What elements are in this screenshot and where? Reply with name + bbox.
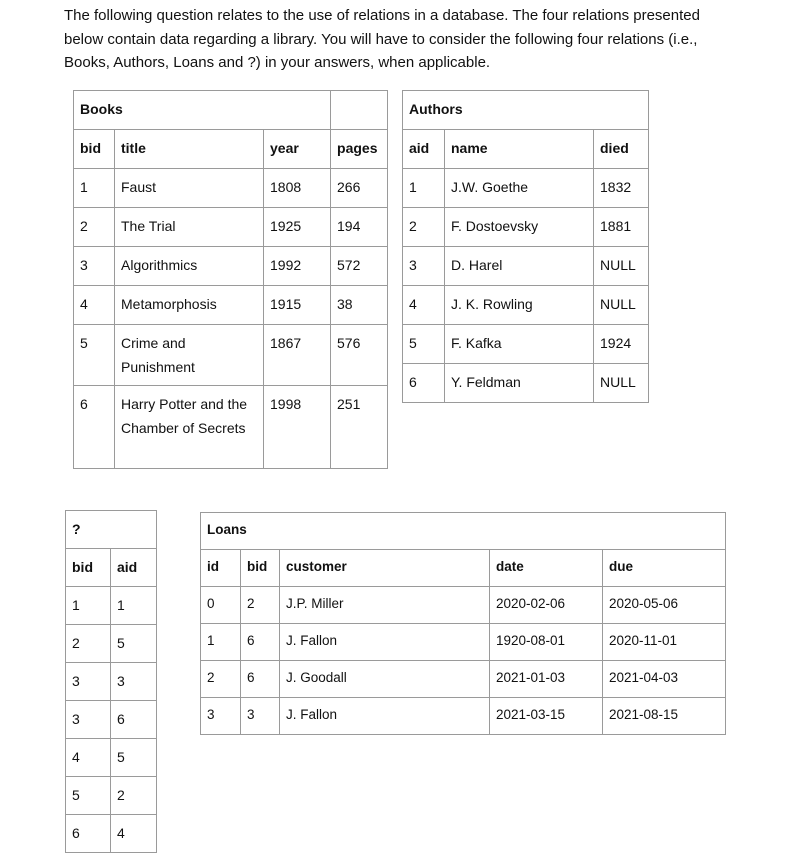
question-intro: The following question relates to the use of relations in a database. The four relations presented below contain data regarding a library. You will have to consider the following four relations (i.e., Books, Authors, Loans and ?) in your answers, when applicable. xyxy=(64,7,700,71)
authors-header-aid: aid xyxy=(403,130,445,169)
unknown-relation-title: ? xyxy=(66,511,157,549)
authors-cell-name: F. Kafka xyxy=(445,325,594,364)
relation-cell-aid: 4 xyxy=(111,815,157,853)
books-cell-bid: 2 xyxy=(74,208,115,247)
loans-cell-customer: J. Fallon xyxy=(280,698,490,735)
books-cell-year: 1915 xyxy=(264,286,331,325)
table-row xyxy=(403,208,649,247)
books-cell-pages: 576 xyxy=(331,325,388,386)
books-cell-pages: 194 xyxy=(331,208,388,247)
loans-cell-bid: 6 xyxy=(241,661,280,698)
loans-table xyxy=(200,512,726,735)
relation-cell-bid: 2 xyxy=(66,625,111,663)
books-cell-title: Algorithmics xyxy=(115,247,264,286)
books-cell-bid: 1 xyxy=(74,169,115,208)
loans-cell-due: 2021-04-03 xyxy=(603,661,726,698)
loans-cell-date: 1920-08-01 xyxy=(490,624,603,661)
table-row xyxy=(74,208,388,247)
table-row xyxy=(201,624,726,661)
relation-cell-aid: 2 xyxy=(111,777,157,815)
authors-cell-died: NULL xyxy=(594,286,649,325)
authors-cell-died: NULL xyxy=(594,247,649,286)
authors-cell-name: F. Dostoevsky xyxy=(445,208,594,247)
table-row xyxy=(66,815,157,853)
authors-cell-died: NULL xyxy=(594,364,649,403)
relation-cell-bid: 6 xyxy=(66,815,111,853)
relation-cell-bid: 3 xyxy=(66,701,111,739)
relation-cell-bid: 4 xyxy=(66,739,111,777)
table-row xyxy=(66,625,157,663)
loans-header-bid: bid xyxy=(241,550,280,587)
authors-table xyxy=(402,90,649,403)
loans-header-id: id xyxy=(201,550,241,587)
books-cell-bid: 4 xyxy=(74,286,115,325)
loans-cell-due: 2020-11-01 xyxy=(603,624,726,661)
relation-cell-aid: 3 xyxy=(111,663,157,701)
relation-cell-bid: 5 xyxy=(66,777,111,815)
relation-cell-aid: 6 xyxy=(111,701,157,739)
relation-cell-aid: 5 xyxy=(111,625,157,663)
books-cell-year: 1992 xyxy=(264,247,331,286)
loans-cell-date: 2020-02-06 xyxy=(490,587,603,624)
books-table-title: Books xyxy=(74,91,331,130)
unknown-relation-table xyxy=(65,510,157,853)
loans-cell-customer: J.P. Miller xyxy=(280,587,490,624)
books-cell-bid: 5 xyxy=(74,325,115,386)
loans-header-due: due xyxy=(603,550,726,587)
books-header-bid: bid xyxy=(74,130,115,169)
table-row xyxy=(403,325,649,364)
authors-cell-died: 1832 xyxy=(594,169,649,208)
loans-cell-bid: 2 xyxy=(241,587,280,624)
relation-cell-bid: 1 xyxy=(66,587,111,625)
authors-cell-name: Y. Feldman xyxy=(445,364,594,403)
books-header-title: title xyxy=(115,130,264,169)
books-cell-title: Metamorphosis xyxy=(115,286,264,325)
table-row xyxy=(74,169,388,208)
loans-cell-date: 2021-01-03 xyxy=(490,661,603,698)
table-row xyxy=(66,663,157,701)
authors-cell-aid: 4 xyxy=(403,286,445,325)
authors-cell-aid: 5 xyxy=(403,325,445,364)
books-cell-bid: 6 xyxy=(74,386,115,469)
authors-cell-died: 1924 xyxy=(594,325,649,364)
loans-cell-id: 1 xyxy=(201,624,241,661)
table-row xyxy=(201,661,726,698)
books-cell-title: Harry Potter and the Chamber of Secrets xyxy=(115,386,264,469)
authors-header-died: died xyxy=(594,130,649,169)
books-cell-pages: 266 xyxy=(331,169,388,208)
books-cell-bid: 3 xyxy=(74,247,115,286)
books-title-empty-cell xyxy=(331,91,388,130)
loans-cell-due: 2020-05-06 xyxy=(603,587,726,624)
authors-cell-died: 1881 xyxy=(594,208,649,247)
books-cell-year: 1998 xyxy=(264,386,331,469)
table-row xyxy=(74,286,388,325)
loans-cell-bid: 6 xyxy=(241,624,280,661)
books-cell-title: Crime and Punishment xyxy=(115,325,264,386)
table-row xyxy=(403,169,649,208)
books-cell-title: Faust xyxy=(115,169,264,208)
relation-header-aid: aid xyxy=(111,549,157,587)
table-row xyxy=(403,364,649,403)
authors-table-title: Authors xyxy=(403,91,649,130)
books-header-pages: pages xyxy=(331,130,388,169)
loans-cell-bid: 3 xyxy=(241,698,280,735)
loans-cell-due: 2021-08-15 xyxy=(603,698,726,735)
books-cell-title: The Trial xyxy=(115,208,264,247)
loans-cell-id: 0 xyxy=(201,587,241,624)
books-cell-pages: 38 xyxy=(331,286,388,325)
books-cell-pages: 251 xyxy=(331,386,388,469)
authors-cell-name: D. Harel xyxy=(445,247,594,286)
relation-header-bid: bid xyxy=(66,549,111,587)
loans-cell-date: 2021-03-15 xyxy=(490,698,603,735)
loans-table-title: Loans xyxy=(201,513,726,550)
table-row xyxy=(66,777,157,815)
loans-header-customer: customer xyxy=(280,550,490,587)
relation-cell-aid: 5 xyxy=(111,739,157,777)
table-row xyxy=(201,698,726,735)
books-cell-year: 1808 xyxy=(264,169,331,208)
loans-cell-id: 3 xyxy=(201,698,241,735)
authors-cell-aid: 2 xyxy=(403,208,445,247)
books-cell-year: 1867 xyxy=(264,325,331,386)
table-row xyxy=(74,386,388,469)
table-row xyxy=(66,739,157,777)
books-header-year: year xyxy=(264,130,331,169)
authors-cell-aid: 1 xyxy=(403,169,445,208)
authors-cell-aid: 3 xyxy=(403,247,445,286)
table-row xyxy=(403,247,649,286)
loans-cell-customer: J. Fallon xyxy=(280,624,490,661)
books-table xyxy=(73,90,388,469)
books-cell-pages: 572 xyxy=(331,247,388,286)
table-row xyxy=(66,701,157,739)
authors-cell-aid: 6 xyxy=(403,364,445,403)
loans-cell-customer: J. Goodall xyxy=(280,661,490,698)
table-row xyxy=(66,587,157,625)
authors-header-name: name xyxy=(445,130,594,169)
loans-header-date: date xyxy=(490,550,603,587)
relation-cell-aid: 1 xyxy=(111,587,157,625)
table-row xyxy=(201,587,726,624)
table-row xyxy=(403,286,649,325)
loans-cell-id: 2 xyxy=(201,661,241,698)
table-row xyxy=(74,325,388,386)
authors-cell-name: J. K. Rowling xyxy=(445,286,594,325)
relation-cell-bid: 3 xyxy=(66,663,111,701)
authors-cell-name: J.W. Goethe xyxy=(445,169,594,208)
books-cell-year: 1925 xyxy=(264,208,331,247)
table-row xyxy=(74,247,388,286)
